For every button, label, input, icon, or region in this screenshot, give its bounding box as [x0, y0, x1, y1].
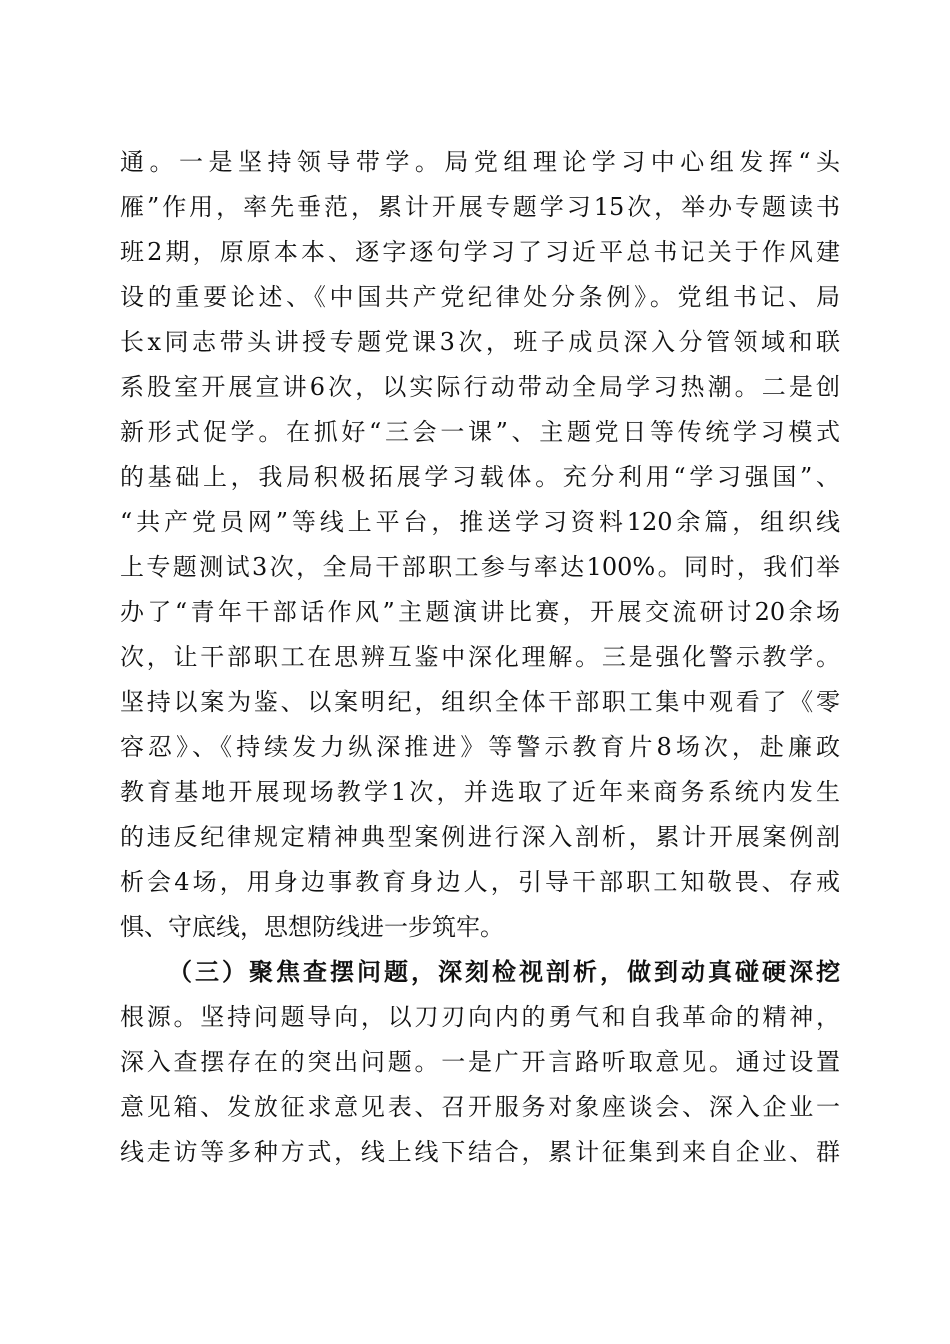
section-heading-line: （三）聚焦查摆问题，深刻检视剖析，做到动真碰硬深挖	[168, 957, 840, 986]
text-line: 意见箱、发放征求意见表、召开服务对象座谈会、深入企业一	[120, 1093, 840, 1121]
text-line: 的基础上，我局积极拓展学习载体。充分利用“学习强国”、	[120, 463, 840, 491]
text-line: 上专题测试3次，全局干部职工参与率达100%。同时，我们举	[120, 553, 840, 581]
text-line: 新形式促学。在抓好“三会一课”、主题党日等传统学习模式	[120, 418, 840, 446]
text-line: 系股室开展宣讲6次，以实际行动带动全局学习热潮。二是创	[120, 373, 840, 401]
text-line: “共产党员网”等线上平台，推送学习资料120余篇，组织线	[120, 508, 840, 536]
text-line: 设的重要论述、《中国共产党纪律处分条例》。党组书记、局	[120, 283, 840, 311]
text-line: 坚持以案为鉴、以案明纪，组织全体干部职工集中观看了《零	[120, 688, 840, 716]
text-line: 次，让干部职工在思辨互鉴中深化理解。三是强化警示教学。	[120, 643, 840, 671]
text-line: 教育基地开展现场教学1次，并选取了近年来商务系统内发生	[120, 778, 840, 806]
text-line: 班2期，原原本本、逐字逐句学习了习近平总书记关于作风建	[120, 238, 840, 266]
text-line: 惧、守底线，思想防线进一步筑牢。	[120, 913, 504, 941]
text-line: 线走访等多种方式，线上线下结合，累计征集到来自企业、群	[120, 1138, 840, 1166]
text-line: 通。一是坚持领导带学。局党组理论学习中心组发挥“头	[120, 148, 840, 176]
text-line: 容忍》、《持续发力纵深推进》等警示教育片8场次，赴廉政	[120, 733, 840, 761]
text-line: 的违反纪律规定精神典型案例进行深入剖析，累计开展案例剖	[120, 823, 840, 851]
text-line: 深入查摆存在的突出问题。一是广开言路听取意见。通过设置	[120, 1048, 840, 1076]
text-line: 雁”作用，率先垂范，累计开展专题学习15次，举办专题读书	[120, 193, 840, 221]
text-line: 办了“青年干部话作风”主题演讲比赛，开展交流研讨20余场	[120, 598, 840, 626]
text-line: 长x同志带头讲授专题党课3次，班子成员深入分管领域和联	[120, 328, 840, 356]
text-line: 析会4场，用身边事教育身边人，引导干部职工知敬畏、存戒	[120, 868, 840, 896]
text-line: 根源。坚持问题导向，以刀刃向内的勇气和自我革命的精神，	[120, 1003, 840, 1031]
